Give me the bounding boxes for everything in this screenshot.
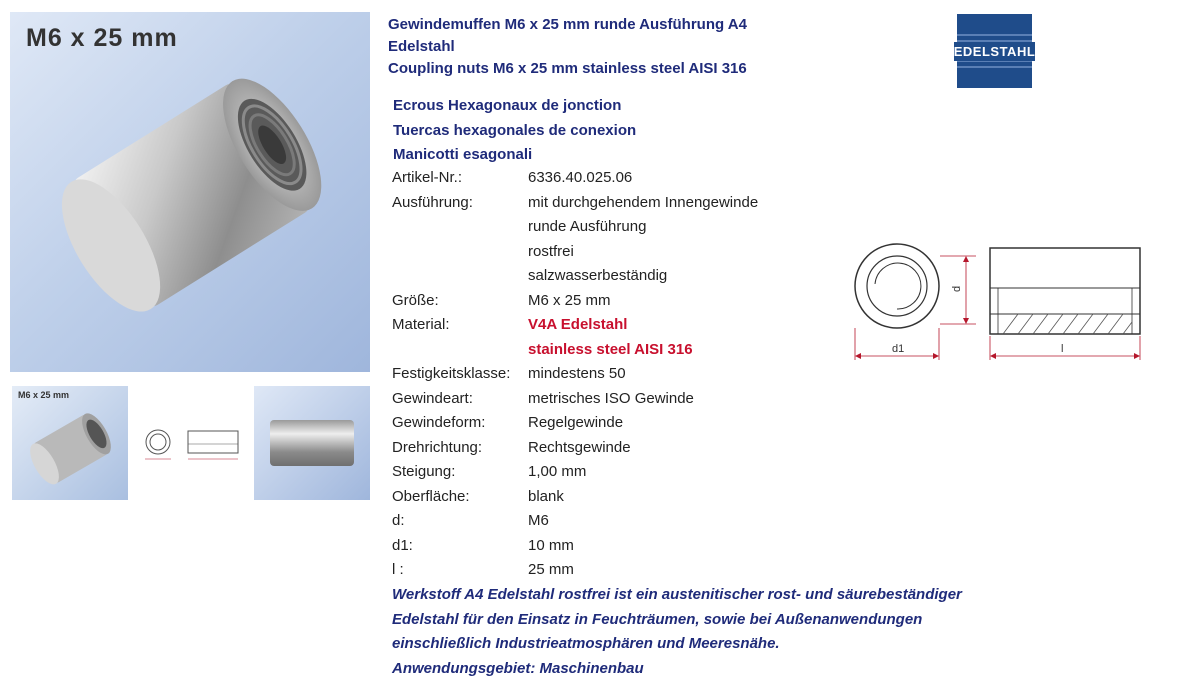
spec-value: runde Ausführung (528, 218, 647, 235)
edelstahl-logo (953, 14, 1036, 88)
spec-value: mindestens 50 (528, 365, 626, 382)
subtitle-fr: Ecrous Hexagonaux de jonction (393, 97, 622, 114)
spec-key: d1: (392, 536, 413, 554)
technical-drawing (848, 236, 1148, 366)
spec-value: Regelgewinde (528, 414, 624, 431)
spec-key: Gewindeform: (392, 414, 486, 431)
spec-value-material: V4A Edelstahl (528, 316, 628, 333)
thumbnail-drawing-illustration (133, 386, 249, 500)
main-product-image (10, 12, 370, 372)
thumbnail-side-view[interactable] (254, 386, 370, 500)
thread-arc (875, 263, 921, 309)
spec-value-material: stainless steel AISI 316 (528, 340, 693, 358)
label-l: l (1061, 343, 1064, 355)
size-label: M6 x 25 mm (26, 24, 178, 52)
product-titles (388, 14, 747, 80)
thumbnail-photo[interactable] (12, 386, 128, 500)
spec-value: mit durchgehendem Innengewinde (528, 193, 759, 211)
subtitle-it: Manicotti esagonali (393, 146, 533, 163)
description-line: Werkstoff A4 Edelstahl rostfrei ist ein austenitischer rost- und säurebeständiger (392, 586, 962, 603)
subtitle-es: Tuercas hexagonales de conexion (393, 121, 637, 139)
coupling-nut-illustration (10, 12, 370, 372)
thumbnail-photo-illustration (12, 386, 128, 500)
spec-value: 10 mm (528, 536, 574, 554)
title-de-material: Edelstahl (388, 38, 455, 55)
spec-key: Drehrichtung: (392, 438, 483, 456)
inner-circle (867, 256, 927, 316)
spec-value: salzwasserbeständig (528, 267, 668, 284)
description-line: einschließlich Industrieatmosphären und Meeresnähe. (392, 635, 780, 652)
logo-text: EDELSTAHL (953, 43, 1036, 59)
spec-value: 6336.40.025.06 (528, 169, 633, 186)
spec-key: Oberfläche: (392, 487, 470, 505)
spec-key: Größe: (392, 291, 439, 309)
description-line: Anwendungsgebiet: Maschinenbau (392, 659, 644, 677)
spec-value: 25 mm (528, 561, 574, 578)
label-d1: d1 (892, 343, 905, 355)
spec-value: rostfrei (528, 242, 574, 260)
spec-value: 1,00 mm (528, 463, 587, 480)
thumbnail-label: M6 x 25 mm (18, 390, 70, 400)
spec-key: Material: (392, 316, 450, 333)
spec-key: Gewindeart: (392, 389, 473, 407)
spec-value: M6 x 25 mm (528, 291, 611, 309)
spec-key: d: (392, 512, 405, 529)
material-description (392, 583, 1032, 681)
title-de: Gewindemuffen M6 x 25 mm runde Ausführung A4 (388, 16, 747, 33)
description-line: Edelstahl für den Einsatz in Feuchträumen, sowie bei Außenanwendungen (392, 610, 923, 628)
hatching (1003, 314, 1132, 334)
thumbnail-side-illustration (254, 386, 370, 500)
product-subtitles (393, 94, 636, 168)
label-d: d (951, 285, 963, 292)
spec-value: Rechtsgewinde (528, 438, 631, 456)
spec-key: Artikel-Nr.: (392, 169, 463, 186)
thumbnail-drawing[interactable] (133, 386, 249, 500)
spec-value: blank (528, 487, 564, 505)
spec-value: metrisches ISO Gewinde (528, 389, 694, 407)
spec-key: l : (392, 561, 404, 578)
spec-key: Ausführung: (392, 193, 473, 211)
title-en: Coupling nuts M6 x 25 mm stainless steel AISI 316 (388, 60, 747, 77)
spec-key: Steigung: (392, 463, 456, 480)
spec-value: M6 (528, 512, 549, 529)
spec-key: Festigkeitsklasse: (392, 365, 511, 382)
